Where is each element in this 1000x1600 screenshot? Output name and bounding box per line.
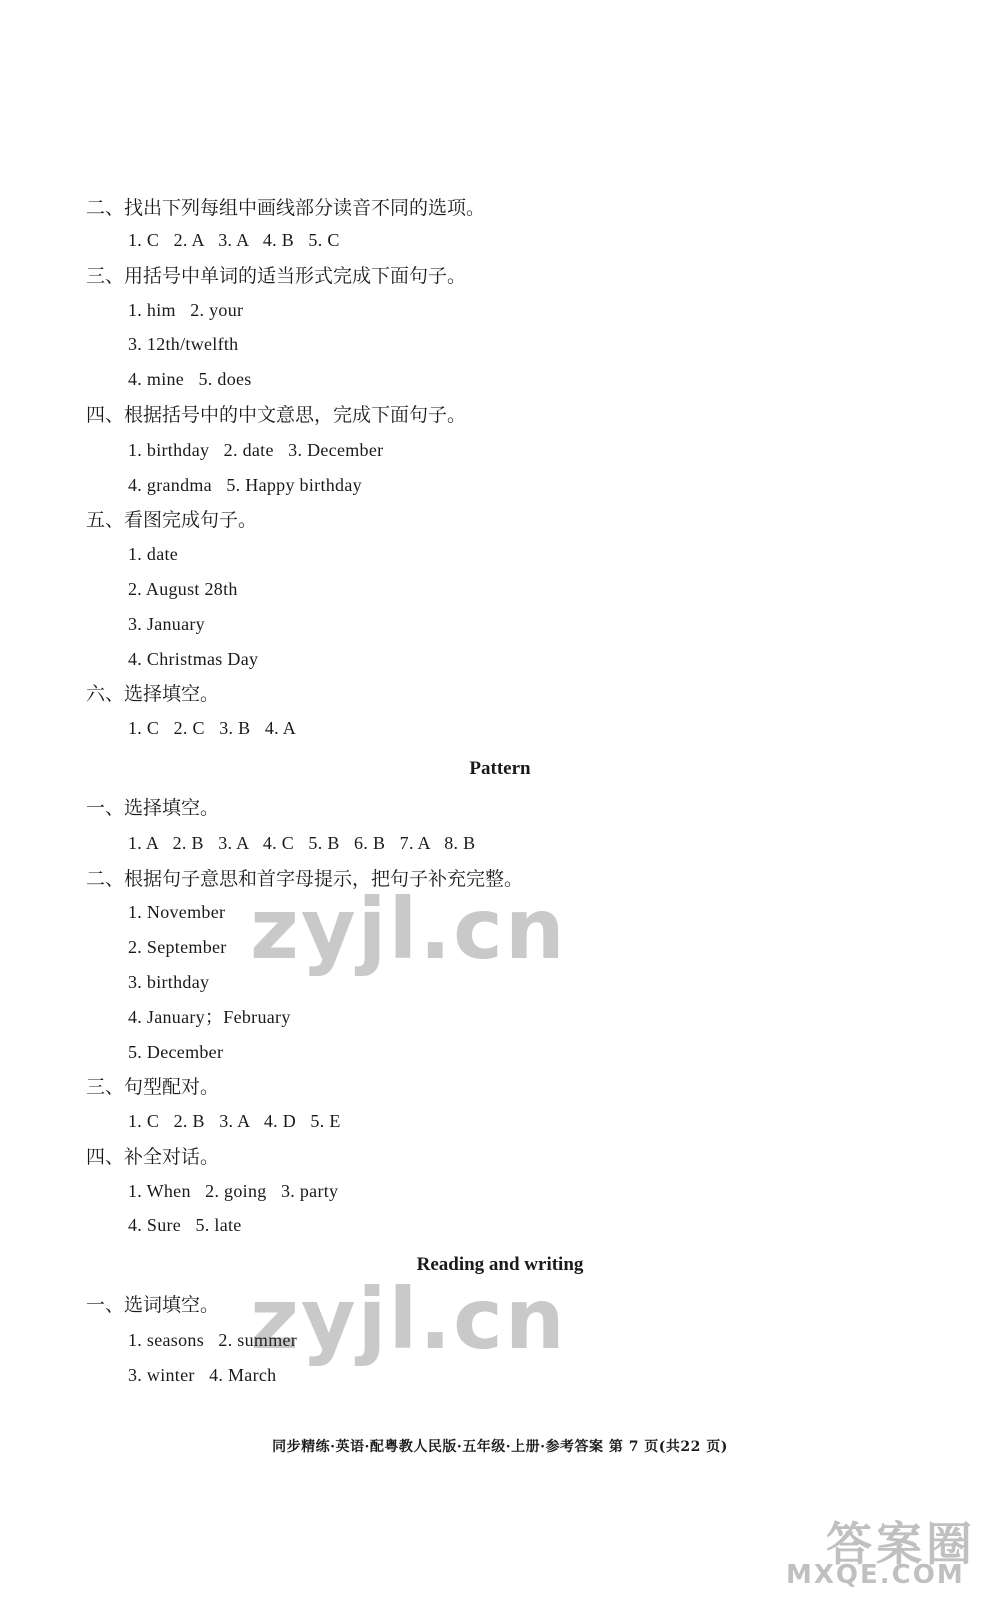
corner-watermark-logo <box>776 1508 986 1592</box>
q5-heading: 五、看图完成句子。 <box>86 509 258 531</box>
q2-heading: 二、找出下列每组中画线部分读音不同的选项。 <box>86 197 486 219</box>
q4-answer-line: 4. grandma 5. Happy birthday <box>128 475 362 495</box>
pattern-q2-answer-line: 5. December <box>128 1042 224 1062</box>
pattern-q1-answers: 1. A 2. B 3. A 4. C 5. B 6. B 7. A 8. B <box>128 833 476 853</box>
section-title-pattern: Pattern <box>469 758 531 779</box>
pattern-q2-answer-line: 3. birthday <box>128 972 210 992</box>
q4-answer-line: 1. birthday 2. date 3. December <box>128 440 384 460</box>
q5-answer-line: 1. date <box>128 544 179 564</box>
q6-heading: 六、选择填空。 <box>86 683 220 705</box>
pattern-q2-answer-line: 2. September <box>128 937 227 957</box>
watermark-site: zyjl.cn <box>250 1270 567 1368</box>
section-title-reading-writing: Reading and writing <box>416 1254 584 1275</box>
watermark-site: zyjl.cn <box>250 880 567 978</box>
reading-q1-answer-line: 1. seasons 2. summer <box>128 1330 298 1350</box>
pattern-q1-heading: 一、选择填空。 <box>86 797 220 819</box>
q3-answer-line: 3. 12th/twelfth <box>128 334 239 354</box>
q3-answer-line: 1. him 2. your <box>128 300 244 320</box>
q3-heading: 三、用括号中单词的适当形式完成下面句子。 <box>86 265 467 287</box>
pattern-q2-answer-line: 1. November <box>128 902 226 922</box>
corner-watermark-url: MXQE.COM <box>786 1560 965 1590</box>
q6-answers: 1. C 2. C 3. B 4. A <box>128 718 297 738</box>
q5-answer-line: 2. August 28th <box>128 579 238 599</box>
pattern-q2-heading: 二、根据句子意思和首字母提示，把句子补充完整。 <box>86 868 524 890</box>
pattern-q3-heading: 三、句型配对。 <box>86 1076 220 1098</box>
page-footer: 同步精练·英语·配粤教人民版·五年级·上册·参考答案 第 7 页(共22 页) <box>272 1439 728 1455</box>
q3-answer-line: 4. mine 5. does <box>128 369 252 389</box>
pattern-q4-heading: 四、补全对话。 <box>86 1146 220 1168</box>
reading-q1-heading: 一、选词填空。 <box>86 1294 220 1316</box>
q5-answer-line: 4. Christmas Day <box>128 649 259 669</box>
q4-heading: 四、根据括号中的中文意思，完成下面句子。 <box>86 404 467 426</box>
pattern-q4-answer-line: 1. When 2. going 3. party <box>128 1181 339 1201</box>
pattern-q2-answer-line: 4. January；February <box>128 1007 291 1027</box>
q5-answer-line: 3. January <box>128 614 205 634</box>
corner-watermark-title: 答案圈 <box>826 1517 976 1571</box>
pattern-q3-answers: 1. C 2. B 3. A 4. D 5. E <box>128 1111 341 1131</box>
pattern-q4-answer-line: 4. Sure 5. late <box>128 1215 242 1235</box>
reading-q1-answer-line: 3. winter 4. March <box>128 1365 277 1385</box>
q2-answers: 1. C 2. A 3. A 4. B 5. C <box>128 230 340 250</box>
